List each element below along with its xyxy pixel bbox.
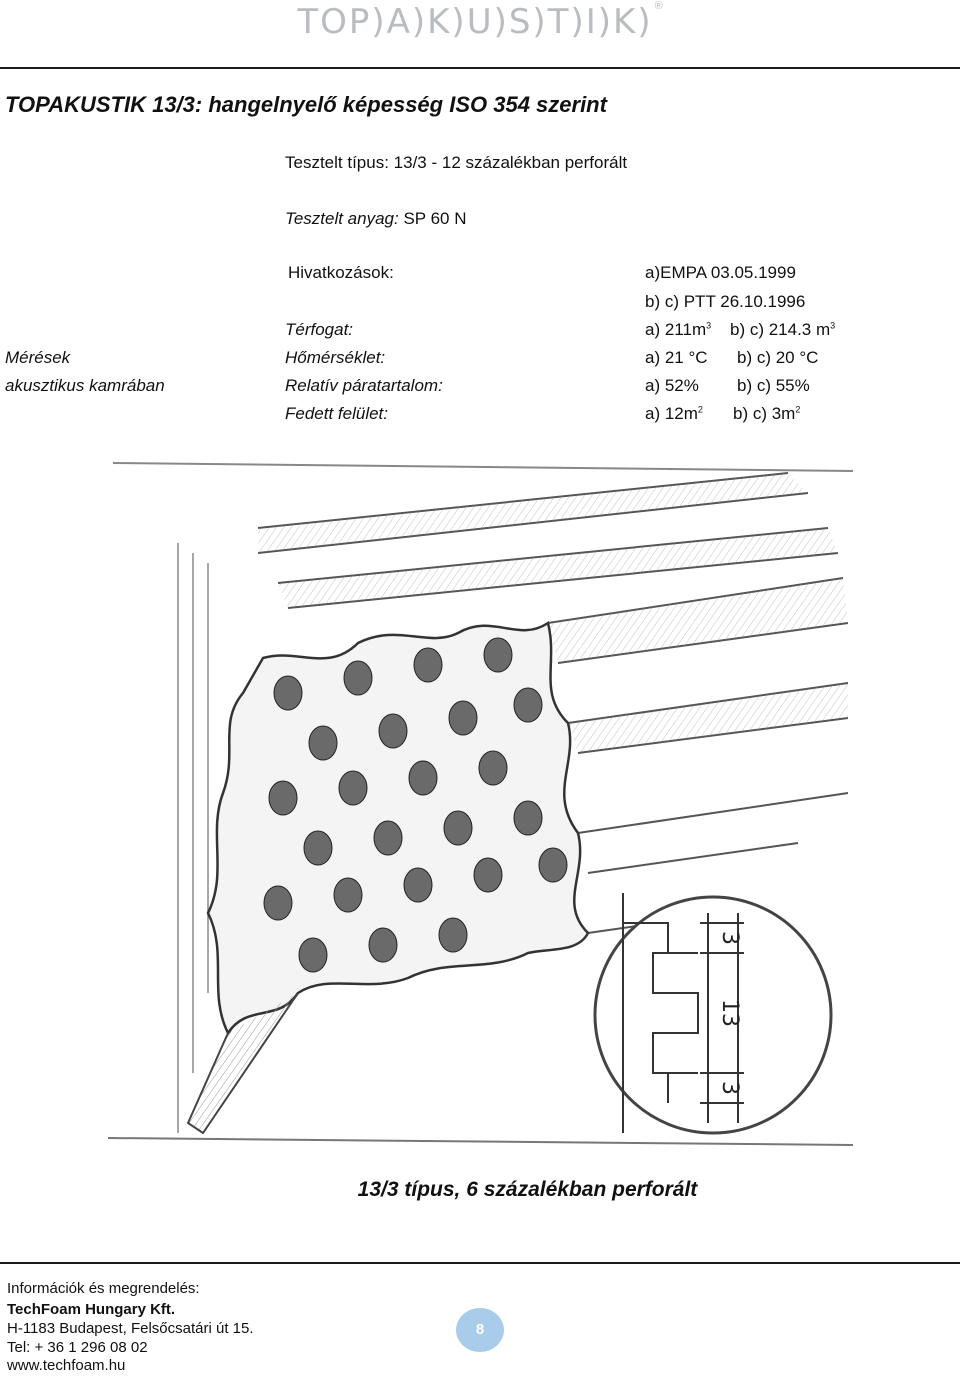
tested-type xyxy=(285,153,627,173)
temperature-b: b) c) 20 °C xyxy=(737,348,819,367)
detail-circle xyxy=(595,897,831,1133)
volume-b xyxy=(730,320,835,340)
brand-logo xyxy=(0,0,960,42)
footer-phone: Tel: + 36 1 296 08 02 xyxy=(7,1339,148,1356)
tested-type-value: 13/3 - 12 százalékban perforált xyxy=(393,153,628,172)
wall-lines xyxy=(178,543,208,1133)
humidity-a: a) 52% xyxy=(645,376,699,395)
panel-sketch xyxy=(108,433,853,1153)
volume-a-sup: 3 xyxy=(706,320,712,331)
covered-area-a xyxy=(645,404,703,424)
covered-area-label: Fedett felület: xyxy=(285,404,389,423)
dim-label-middle: 13 xyxy=(717,999,742,1027)
dim-label-bottom: 3 xyxy=(717,1081,742,1095)
temperature-a: a) 21 °C xyxy=(645,348,708,367)
volume-b-value: b) c) 214.3 m xyxy=(730,320,831,339)
tested-material-label: Tesztelt anyag: xyxy=(285,209,399,228)
footer-info: Információk és megrendelés: xyxy=(7,1280,200,1297)
temperature-label: Hőmérséklet: xyxy=(285,348,386,367)
footer-website[interactable]: www.techfoam.hu xyxy=(7,1357,126,1374)
volume-a-value: a) 211m xyxy=(645,320,707,339)
covered-area-a-sup: 2 xyxy=(697,404,703,415)
humidity-label: Relatív páratartalom: xyxy=(285,376,443,395)
tested-material xyxy=(285,209,466,229)
humidity-b: b) c) 55% xyxy=(737,376,810,395)
covered-area-b xyxy=(733,404,800,424)
footer-company: TechFoam Hungary Kft. xyxy=(7,1301,176,1318)
page-number: 8 xyxy=(456,1308,504,1352)
reference-bc: b) c) PTT 26.10.1996 xyxy=(645,292,806,311)
volume-label: Térfogat: xyxy=(285,320,354,339)
registered-mark: ® xyxy=(654,0,663,12)
measurements-label: Mérések xyxy=(5,348,71,367)
volume-b-sup: 3 xyxy=(830,320,836,331)
dim-label-top: 3 xyxy=(717,931,742,945)
page-title: TOPAKUSTIK 13/3: hangelnyelő képesség ISO 354 szerint xyxy=(5,92,607,117)
figure-caption: 13/3 típus, 6 százalékban perforált xyxy=(357,1178,698,1201)
tested-material-value: SP 60 N xyxy=(403,209,467,228)
footer-address: H-1183 Budapest, Felsőcsatári út 15. xyxy=(7,1320,254,1337)
ceiling-line xyxy=(113,463,853,471)
floor-line xyxy=(108,1138,853,1145)
covered-area-b-value: b) c) 3m xyxy=(733,404,796,423)
references-label: Hivatkozások: xyxy=(288,263,394,282)
footer-rule xyxy=(0,1262,960,1264)
chamber-label: akusztikus kamrában xyxy=(5,376,165,395)
covered-area-b-sup: 2 xyxy=(795,404,801,415)
volume-a xyxy=(645,320,711,340)
logo-text: TOP)A)K)U)S)T)I)K) xyxy=(297,2,653,42)
tested-type-label: Tesztelt típus: xyxy=(285,153,389,172)
header-rule xyxy=(0,67,960,69)
covered-area-a-value: a) 12m xyxy=(645,404,698,423)
reference-a: a)EMPA 03.05.1999 xyxy=(645,263,796,282)
